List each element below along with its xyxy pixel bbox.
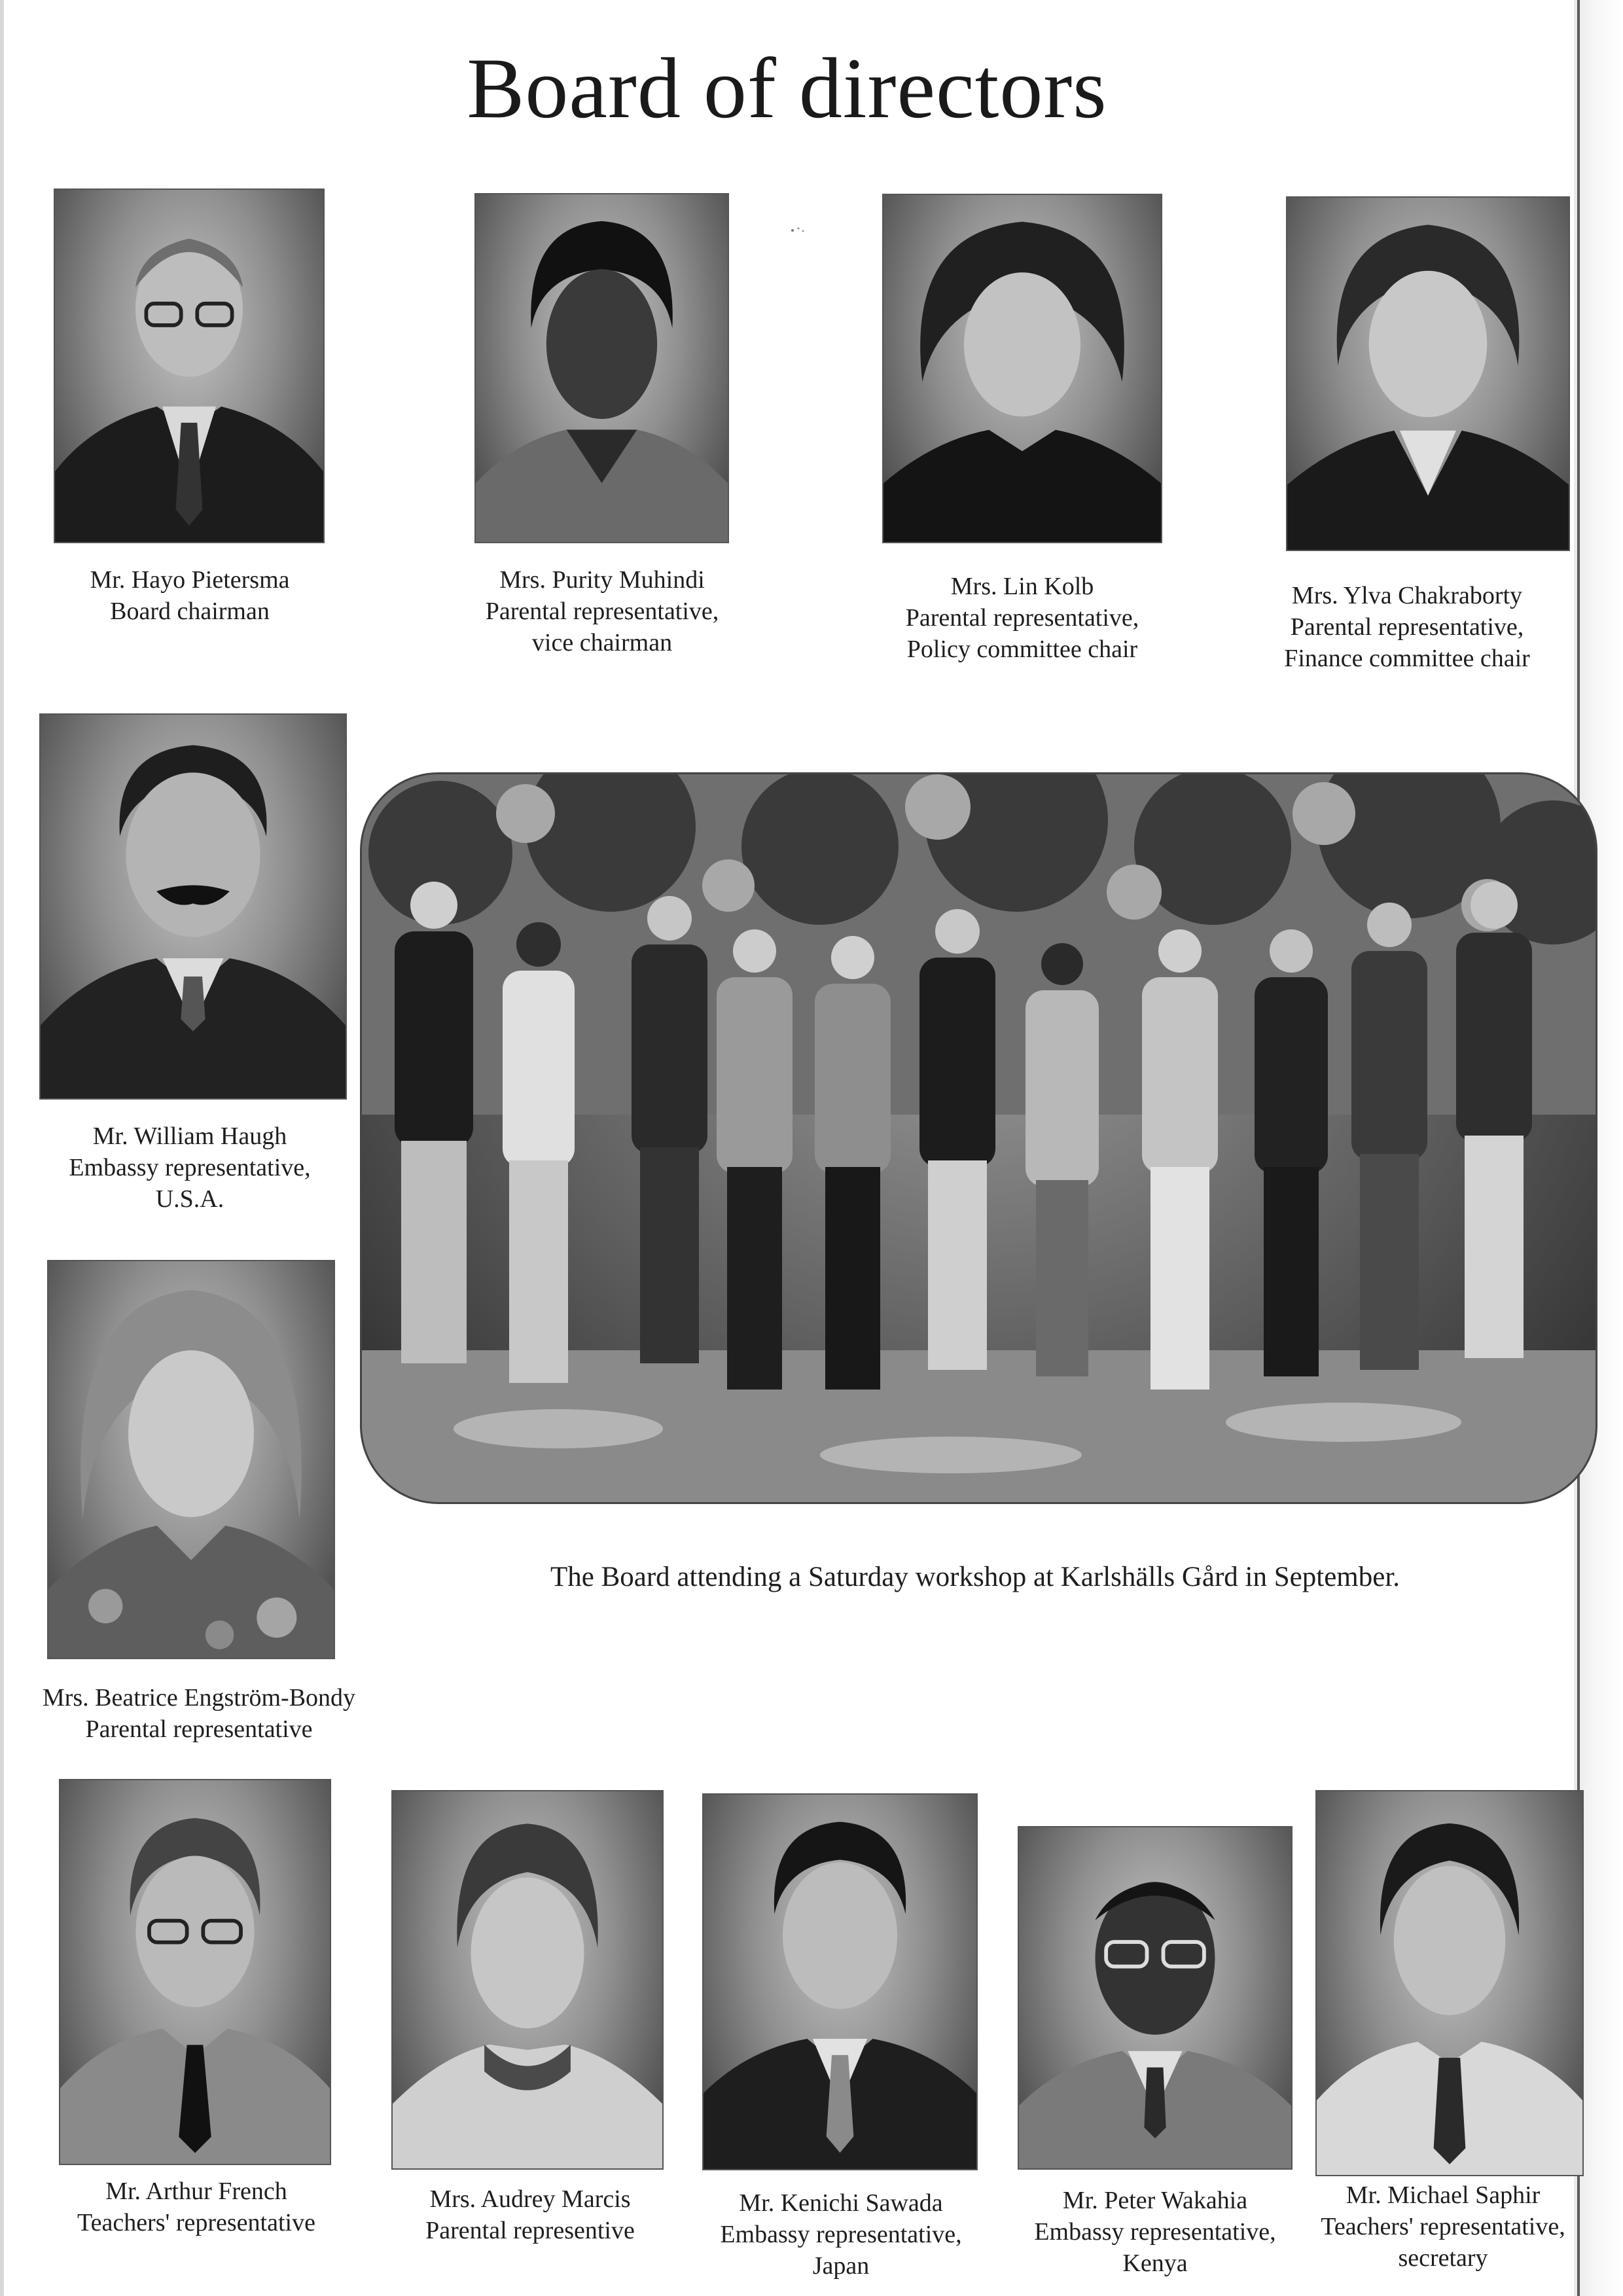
portrait-caption-lin-kolb [839,571,1205,665]
portrait-caption-kenichi-sawada [681,2187,1001,2282]
person-role: Parental representative, [485,598,719,625]
person-role: Parental representative, [1290,613,1524,641]
person-name: Mr. Kenichi Sawada [739,2189,943,2217]
person-name: Mrs. Audrey Marcis [429,2185,631,2213]
group-photo-board-workshop [360,772,1597,1504]
portrait-photo-william-haugh [39,713,347,1100]
page-left-edge [0,0,4,2296]
person-role: Teachers' representative, [1321,2213,1565,2240]
person-name: Mr. Arthur French [105,2178,287,2205]
person-name: Mr. Hayo Pietersma [90,566,290,594]
person-role: Parental representive [425,2217,635,2244]
group-photo-caption: The Board attending a Saturday workshop at Karlshälls Gård in September. [550,1562,1400,1592]
person-role: vice chairman [531,629,673,656]
portrait-caption-michael-saphir [1296,2179,1590,2274]
portrait-caption-audrey-marcis [366,2183,694,2246]
person-role: Embassy representative, [1034,2218,1276,2246]
portrait-photo-arthur-french [59,1779,331,2165]
portrait-photo-peter-wakahia [1018,1826,1293,2170]
person-role: Policy committee chair [906,636,1138,663]
portrait-caption-beatrice-engstrom-bondy [9,1682,389,1745]
person-role: Parental representative, [905,604,1139,632]
portrait-photo-lin-kolb [882,194,1162,543]
portrait-photo-ylva-chakraborty [1286,196,1570,551]
portrait-photo-michael-saphir [1315,1790,1584,2176]
portrait-photo-hayo-pietersma [54,188,325,543]
portrait-photo-audrey-marcis [391,1790,664,2170]
portrait-photo-kenichi-sawada [702,1793,978,2170]
portrait-photo-beatrice-engstrom-bondy [47,1260,335,1659]
portrait-caption-william-haugh [13,1121,366,1215]
person-name: Mr. Michael Saphir [1346,2181,1541,2209]
person-name: Mrs. Beatrice Engström-Bondy [42,1684,356,1712]
person-name: Mrs. Ylva Chakraborty [1291,582,1523,609]
person-role: secretary [1398,2244,1488,2272]
person-name: Mr. Peter Wakahia [1062,2187,1248,2214]
portrait-caption-ylva-chakraborty [1243,580,1571,674]
portrait-photo-purity-muhindi [474,193,729,543]
portrait-caption-hayo-pietersma [13,564,366,627]
person-role: Embassy representative, [720,2221,962,2248]
person-role: Finance committee chair [1284,645,1530,672]
portrait-caption-arthur-french [26,2176,366,2238]
portrait-caption-purity-muhindi [419,564,785,658]
person-role: Kenya [1122,2250,1188,2277]
person-name: Mr. William Haugh [92,1122,287,1150]
person-role: Parental representative [85,1715,313,1743]
person-role: Teachers' representative [77,2209,315,2236]
person-role: Japan [812,2252,870,2280]
person-role: Embassy representative, [69,1154,311,1181]
print-speck [791,226,805,233]
person-name: Mrs. Lin Kolb [950,573,1094,600]
person-role: U.S.A. [155,1185,224,1213]
page-title: Board of directors [467,40,1107,136]
portrait-caption-peter-wakahia [995,2185,1315,2279]
person-role: Board chairman [110,598,270,625]
person-name: Mrs. Purity Muhindi [499,566,705,594]
